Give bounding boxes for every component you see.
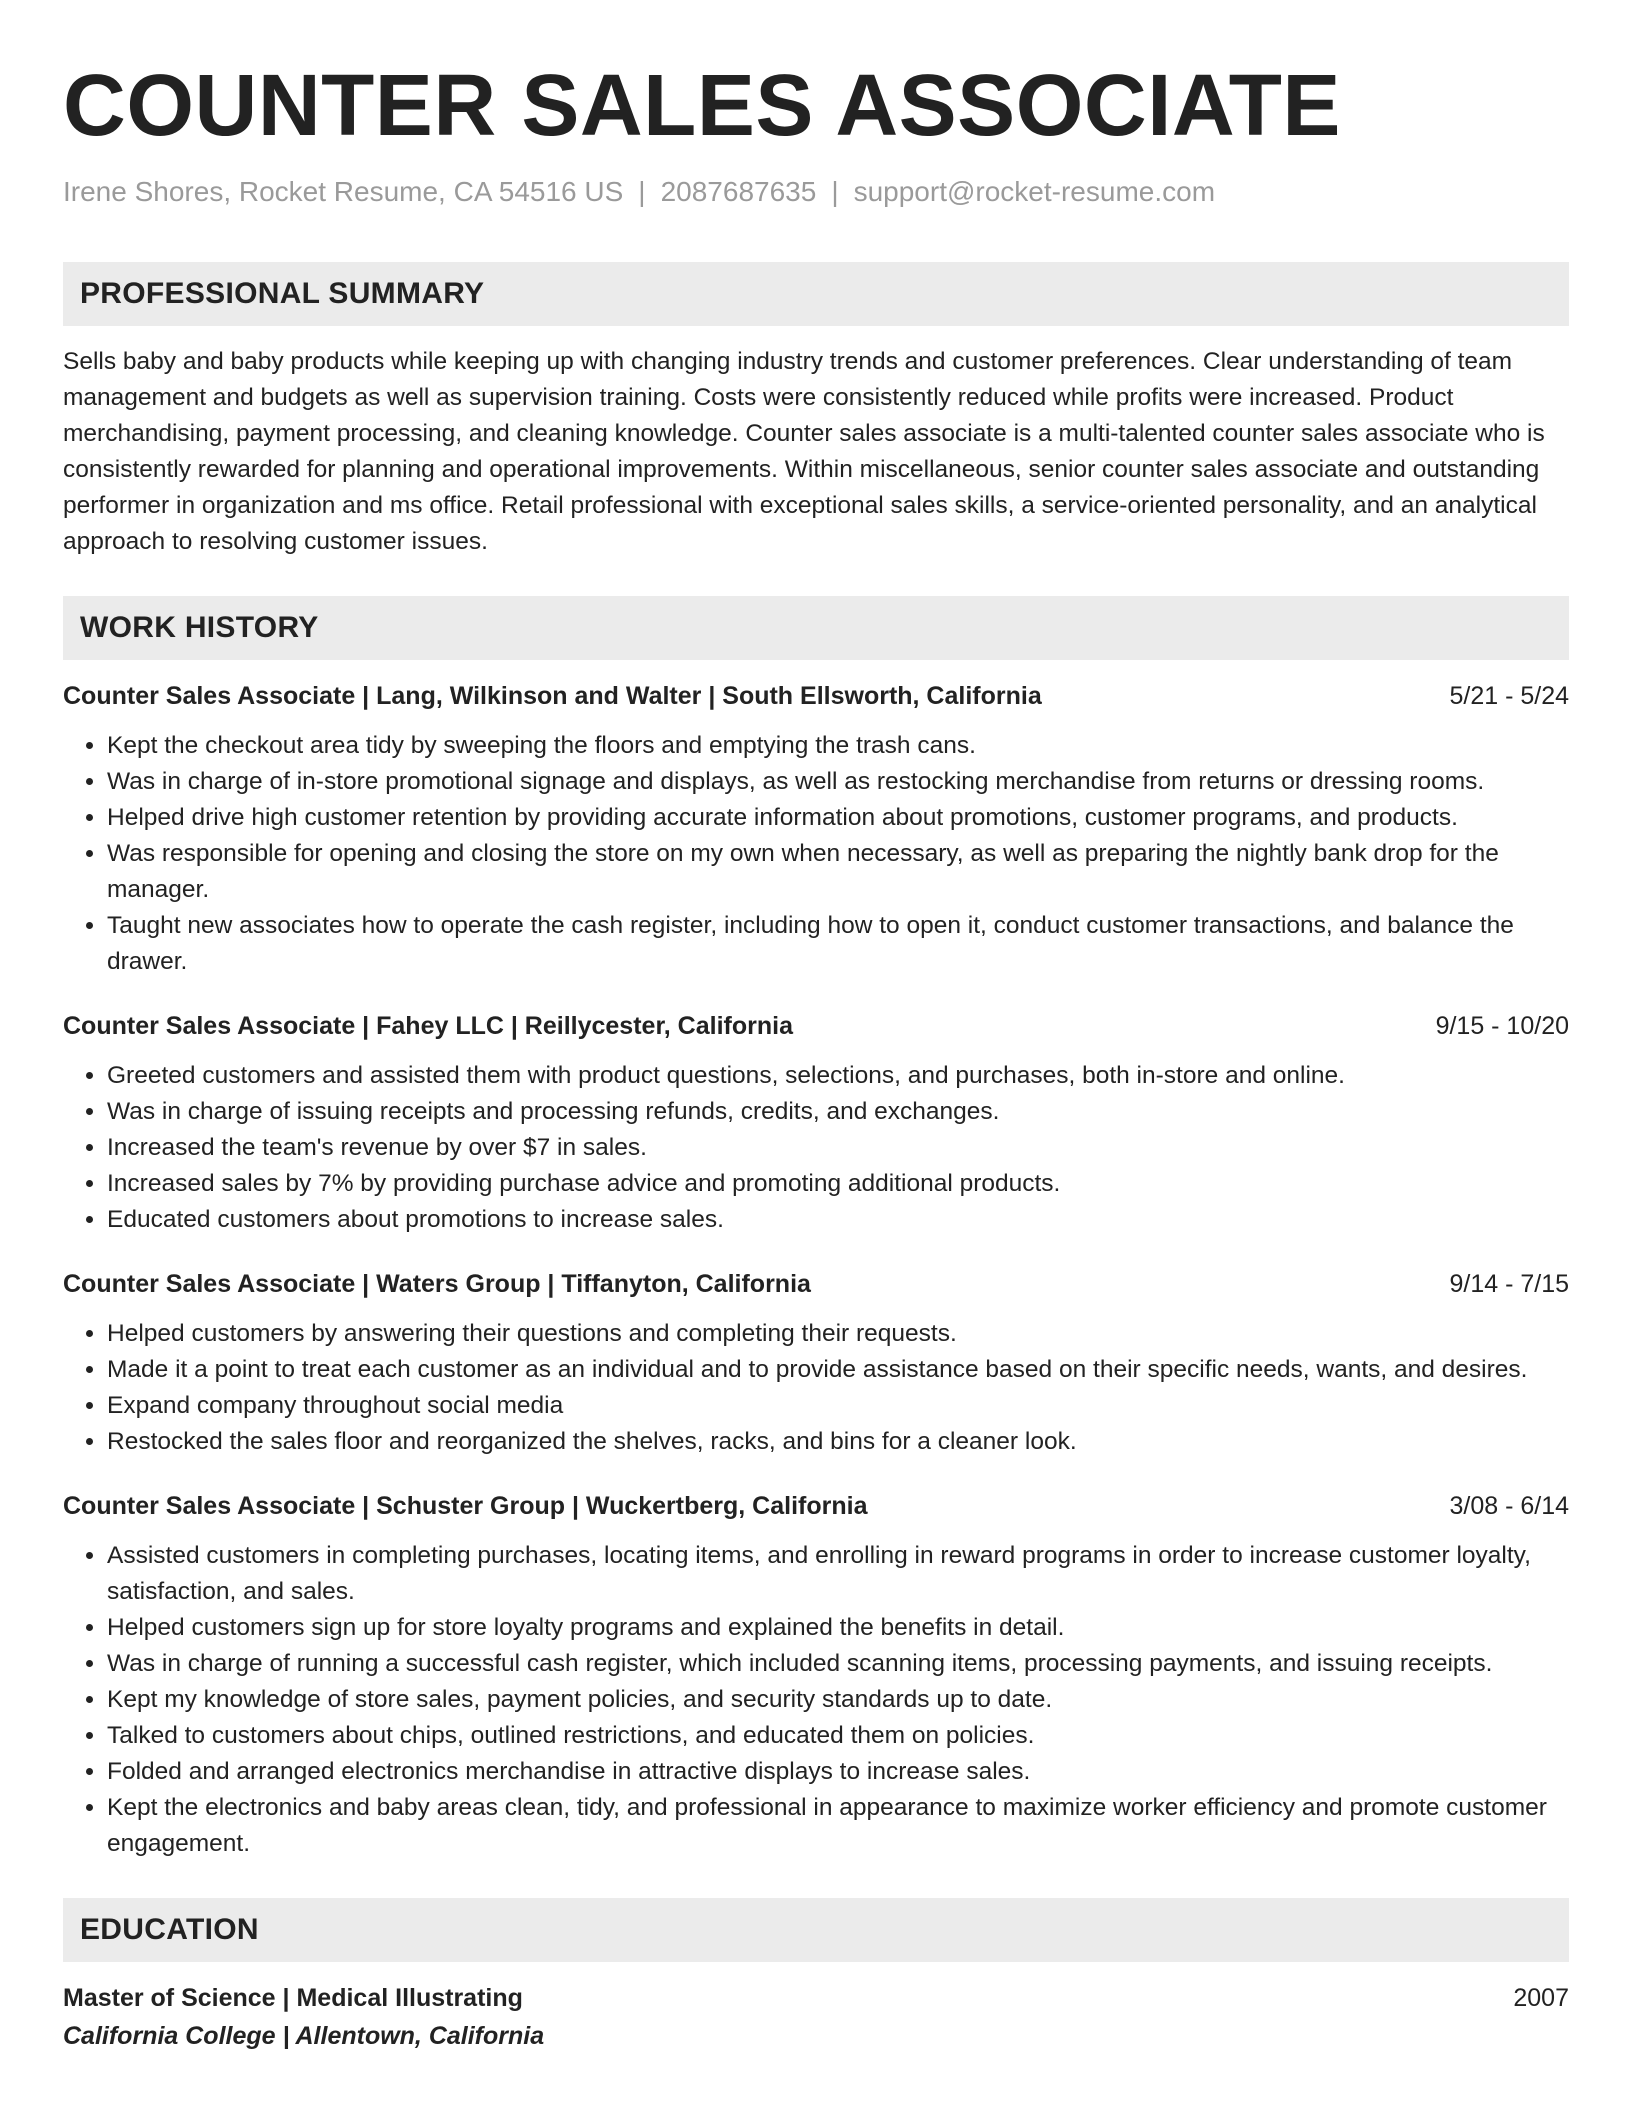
job-bullet: • Assisted customers in completing purchases, locating items, and enrolling in reward programs in order to increase customer loyalty, satisfaction, and sales. <box>107 1538 1569 1610</box>
job-header <box>63 1488 1569 1524</box>
education-entry <box>63 1980 1569 2056</box>
job-bullet: • Educated customers about promotions to increase sales. <box>107 1202 1569 1238</box>
job-title: Counter Sales Associate | Schuster Group | Wuckertberg, California <box>63 1492 868 1520</box>
job-bullet: • Kept the electronics and baby areas clean, tidy, and professional in appearance to maximize worker efficiency and promote customer engagement. <box>107 1790 1569 1862</box>
job-bullet: • Helped customers by answering their questions and completing their requests. <box>107 1316 1569 1352</box>
contact-line <box>63 174 1569 210</box>
education-year: 2007 <box>1513 1984 1569 2012</box>
job-dates: 5/21 - 5/24 <box>1449 682 1569 710</box>
job-header <box>63 678 1569 714</box>
job-bullet: • Made it a point to treat each customer as an individual and to provide assistance based on their specific needs, wants, and desires. <box>107 1352 1569 1388</box>
job-entry <box>63 1266 1569 1460</box>
job-bullet: • Was in charge of in-store promotional signage and displays, as well as restocking merchandise from returns or dressing rooms. <box>107 764 1569 800</box>
education-degree: Master of Science | Medical Illustrating <box>63 1984 523 2012</box>
contact-email: support@rocket-resume.com <box>853 176 1216 207</box>
job-bullet: • Helped customers sign up for store loyalty programs and explained the benefits in detail. <box>107 1610 1569 1646</box>
candidate-title: COUNTER SALES ASSOCIATE <box>63 57 1341 154</box>
job-bullet: • Taught new associates how to operate the cash register, including how to open it, conduct customer transactions, and balance the drawer. <box>107 908 1569 980</box>
job-bullet: • Increased the team's revenue by over $7 in sales. <box>107 1130 1569 1166</box>
job-bullet: • Greeted customers and assisted them with product questions, selections, and purchases, both in-store and online. <box>107 1058 1569 1094</box>
job-title: Counter Sales Associate | Waters Group | Tiffanyton, California <box>63 1270 811 1298</box>
job-bullet: • Expand company throughout social media <box>107 1388 1569 1424</box>
contact-separator: | <box>831 176 839 207</box>
job-dates: 9/15 - 10/20 <box>1435 1012 1569 1040</box>
education-section-header: EDUCATION <box>63 1898 1569 1962</box>
job-bullet: • Kept my knowledge of store sales, payment policies, and security standards up to date. <box>107 1682 1569 1718</box>
job-bullet-list <box>63 1058 1569 1238</box>
job-bullet: • Talked to customers about chips, outlined restrictions, and educated them on policies. <box>107 1718 1569 1754</box>
summary-section-header: PROFESSIONAL SUMMARY <box>63 262 1569 326</box>
job-bullet: • Was in charge of running a successful cash register, which included scanning items, processing payments, and issuing receipts. <box>107 1646 1569 1682</box>
job-bullet: • Restocked the sales floor and reorganized the shelves, racks, and bins for a cleaner look. <box>107 1424 1569 1460</box>
job-bullet: • Kept the checkout area tidy by sweeping the floors and emptying the trash cans. <box>107 728 1569 764</box>
job-bullet: • Helped drive high customer retention by providing accurate information about promotions, customer programs, and products. <box>107 800 1569 836</box>
contact-phone: 2087687635 <box>660 176 817 207</box>
summary-text: Sells baby and baby products while keeping up with changing industry trends and customer preferences. Clear understanding of team management and budgets as well as supervision training. Costs were consistently reduced while profits were increased. Product merchandising, payment processing, and cleaning knowledge. Counter sales associate is a multi-talented counter sales associate who is consistently rewarded for planning and operational improvements. Within miscellaneous, senior counter sales associate and outstanding performer in organization and ms office. Retail professional with exceptional sales skills, a service-oriented personality, and an analytical approach to resolving customer issues. <box>63 348 1545 555</box>
education-school: California College | Allentown, California <box>63 2022 545 2050</box>
job-entry <box>63 1488 1569 1862</box>
job-dates: 9/14 - 7/15 <box>1449 1270 1569 1298</box>
job-title: Counter Sales Associate | Lang, Wilkinson and Walter | South Ellsworth, California <box>63 682 1042 710</box>
job-header <box>63 1008 1569 1044</box>
work-history-section-header: WORK HISTORY <box>63 596 1569 660</box>
job-dates: 3/08 - 6/14 <box>1449 1492 1569 1520</box>
job-title: Counter Sales Associate | Fahey LLC | Reillycester, California <box>63 1012 793 1040</box>
job-bullet-list <box>63 1538 1569 1862</box>
job-bullet: • Folded and arranged electronics merchandise in attractive displays to increase sales. <box>107 1754 1569 1790</box>
education-header <box>63 1980 1569 2016</box>
job-bullet: • Was in charge of issuing receipts and processing refunds, credits, and exchanges. <box>107 1094 1569 1130</box>
job-entry <box>63 1008 1569 1238</box>
job-bullet: • Was responsible for opening and closing the store on my own when necessary, as well as preparing the nightly bank drop for the manager. <box>107 836 1569 908</box>
contact-separator: | <box>638 176 646 207</box>
job-bullet-list <box>63 728 1569 980</box>
job-bullet: • Increased sales by 7% by providing purchase advice and promoting additional products. <box>107 1166 1569 1202</box>
contact-address: Irene Shores, Rocket Resume, CA 54516 US <box>63 176 624 207</box>
job-header <box>63 1266 1569 1302</box>
job-bullet-list <box>63 1316 1569 1460</box>
job-entry <box>63 678 1569 980</box>
